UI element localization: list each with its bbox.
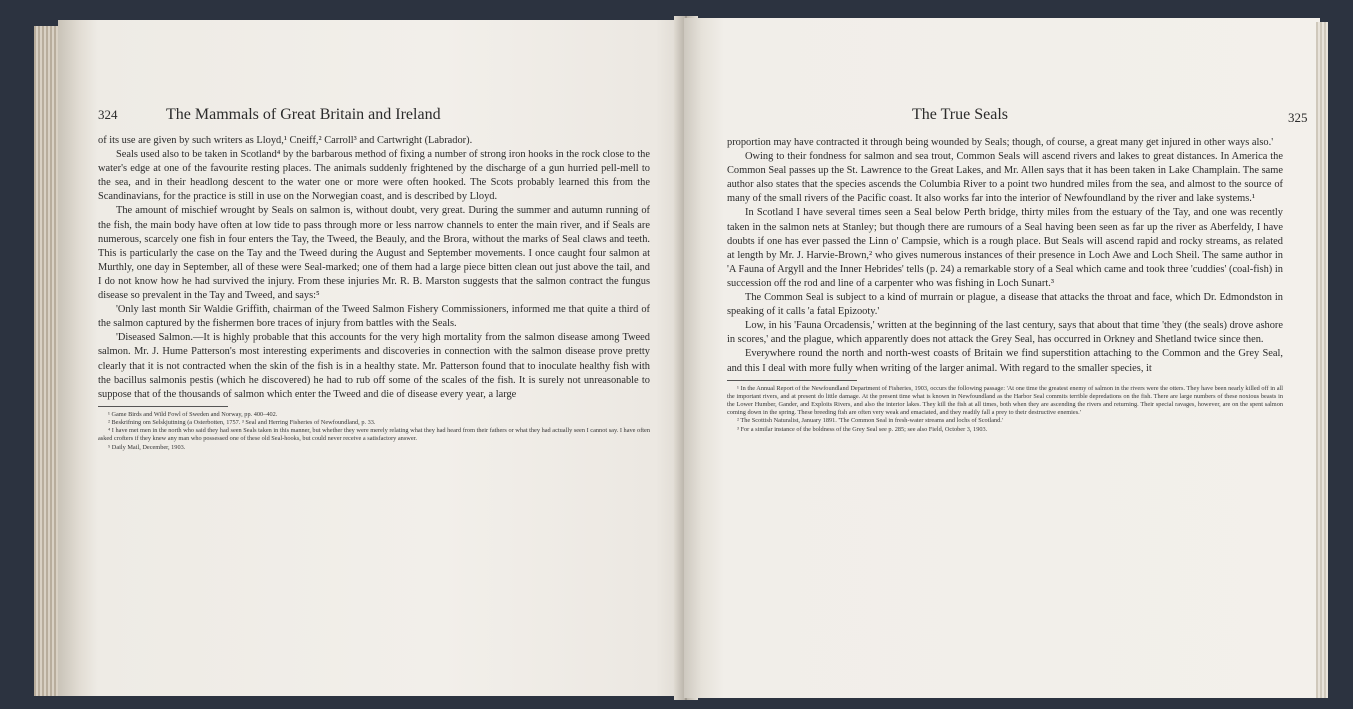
paragraph: The Common Seal is subject to a kind of murrain or plague, a disease that attacks the throat and face, which Dr. Edmondston in speaking of it calls 'a fatal Epizooty.' bbox=[727, 292, 1283, 318]
footnote-rule bbox=[727, 380, 857, 381]
running-head: The Mammals of Great Britain and Ireland bbox=[166, 106, 441, 123]
paragraph: The amount of mischief wrought by Seals on salmon is, without doubt, very great. During the summer and autumn running of the fish, the main body have often at low tide to pass through more or less narrow channels to enter the main river, and if Seals are numerous, scarcely one fish in four enters the Tay, the Tweed, the Beauly, and the Brora, without the marks of Seal claws and teeth. This is particularly the case on the Tay and the Tweed during the August and September movements. I once caught four salmon at Murthly, one day in September, all of these were Seal-marked; one of them had a large piece bitten clean out just above the tail, and I do not know how he had survived the injury. From these injuries Mr. R. B. Marston suggests that the salmon contract the fungus disease so prevalent in the Tay and Tweed, and says:⁵ bbox=[98, 205, 650, 302]
left-body bbox=[98, 134, 650, 452]
paragraph: Low, in his 'Fauna Orcadensis,' written at the beginning of the last century, says that about that time 'they (the seals) drove ashore in scores,' and the plague, which apparently does not attack the Grey Seal, has occurred in Orkney and Shetland twice since then. bbox=[727, 320, 1283, 346]
footnotes bbox=[727, 385, 1283, 434]
right-page bbox=[684, 18, 1320, 698]
footnote: ³ For a similar instance of the boldness of the Grey Seal see p. 285; see also Field, October 3, 1903. bbox=[737, 425, 988, 433]
open-book bbox=[34, 10, 1324, 705]
footnote: ¹ Game Birds and Wild Fowl of Sweden and Norway, pp. 400–402. bbox=[108, 410, 278, 418]
right-body bbox=[727, 136, 1283, 434]
footnote: ² Beskrifning om Selskjuttning (a Osterbotten, 1757. ³ Seal and Herring Fisheries of Newfoundland, p. 33. bbox=[108, 418, 376, 426]
footnote: ⁴ I have met men in the north who said they had seen Seals taken in this manner, but whether they were merely relating what they had heard from their fathers or what they had actually seen I cannot say. I have often asked crofters if they knew any man who possessed one of these old Seal-hooks, but could never receive a satisfactory answer. bbox=[98, 427, 650, 443]
footnotes bbox=[98, 411, 650, 452]
running-head: The True Seals bbox=[912, 106, 1008, 123]
footnote: ² The Scottish Naturalist, January 1891. 'The Common Seal in fresh-water streams and lochs of Scotland.' bbox=[737, 417, 1004, 425]
paragraph: In Scotland I have several times seen a Seal below Perth bridge, thirty miles from the estuary of the Tay, and one was recently taken in the salmon nets at Stanley; but though there are rumours of a Seal having been seen as far up the river as Aberfeldy, I have doubts if one has ever passed the Linn o' Campsie, which is a rough place. But Seals will ascend rapid and rocky streams, as related at length by Mr. J. Harvie-Brown,² who gives numerous instances of their presence in Loch Awe and Loch Sheil. The same author in 'A Fauna of Argyll and the Inner Hebrides' tells (p. 24) a remarkable story of a Seal which came and took three 'cuddies' (coal-fish) in succession off the rod and line of a carpenter who was fishing in Loch Sunart.³ bbox=[727, 207, 1283, 289]
paragraph: 'Diseased Salmon.—It is highly probable that this accounts for the very high mortality from the salmon disease among Tweed salmon. Mr. J. Hume Patterson's most interesting experiments and discoveries in connection with the salmon disease prove pretty clearly that it is not contracted when the skin of the fish is in a healthy state. Mr. Patterson found that to inoculate healthy fish with the bacillus salmonis pestis (which he discovered) he had to rub off some of the scales of the fish. It is surely not unreasonable to suppose that of the thousands of salmon which enter the Tweed and die of disease every year, a large bbox=[98, 332, 650, 400]
page-number: 325 bbox=[1288, 110, 1308, 125]
footnote-rule bbox=[98, 406, 228, 407]
right-page-edges bbox=[1316, 22, 1328, 698]
paragraph: Everywhere round the north and north-west coasts of Britain we find superstition attaching to the Common and the Grey Seal, and this I deal with more fully when writing of the larger animal. With regard to the smaller species, it bbox=[727, 348, 1283, 374]
paragraph: proportion may have contracted it through being wounded by Seals; though, of course, a great many get injured in other ways also.' bbox=[727, 137, 1274, 148]
left-page bbox=[58, 20, 694, 696]
paragraph: Seals used also to be taken in Scotland⁴ by the barbarous method of fixing a number of strong iron hooks in the rock close to the water's edge at one of the favourite resting places. The animals suddenly frightened by the discharge of a gun hurried pell-mell to the sea, and in their headlong descent to the water one or more were often hooked. The Scots probably learned this from the Scandinavians, for the practice is still in use on the Norwegian coast, and is described by Lloyd. bbox=[98, 149, 650, 203]
footnote: ⁵ Daily Mail, December, 1903. bbox=[108, 443, 186, 451]
paragraph: of its use are given by such writers as Lloyd,¹ Cneiff,² Carroll³ and Cartwright (Labrador). bbox=[98, 135, 473, 146]
footnote: ¹ In the Annual Report of the Newfoundland Department of Fisheries, 1903, occurs the following passage: 'At one time the greatest enemy of salmon in the rivers were the otters. They have been nearly killed off in all the important rivers, and at present do little damage. At the present time what is known in Newfoundland as the Harbor Seal commits terrible depredations on the fish. There are large numbers of these noxious beasts in the Lower Humber, Gander, and Exploits Rivers, and also the interior lakes. They kill the fish at all times, both when they are ascending the rivers and returning. Their special ravages, however, are on the spent salmon coming down in the spring. These breeding fish are often very weak and emaciated, and they readily fall a prey to their destructive enemies.' bbox=[727, 384, 1283, 417]
page-number: 324 bbox=[98, 107, 118, 122]
paragraph: 'Only last month Sir Waldie Griffith, chairman of the Tweed Salmon Fishery Commissioners, informed me that quite a third of the salmon captured by the fishermen bore traces of injury from battles with the Seals. bbox=[98, 304, 650, 330]
paragraph: Owing to their fondness for salmon and sea trout, Common Seals will ascend rivers and lakes to great distances. In America the Common Seal passes up the St. Lawrence to the Great Lakes, and Mr. Allen says that it has been taken in Lake Champlain. The same author also states that the species ascends the Columbia River to a point two hundred miles from the sea, and almost to the source of many of the small rivers of the Pacific coast. It also works far into the interior of Newfoundland by the river and lake systems.¹ bbox=[727, 151, 1283, 205]
